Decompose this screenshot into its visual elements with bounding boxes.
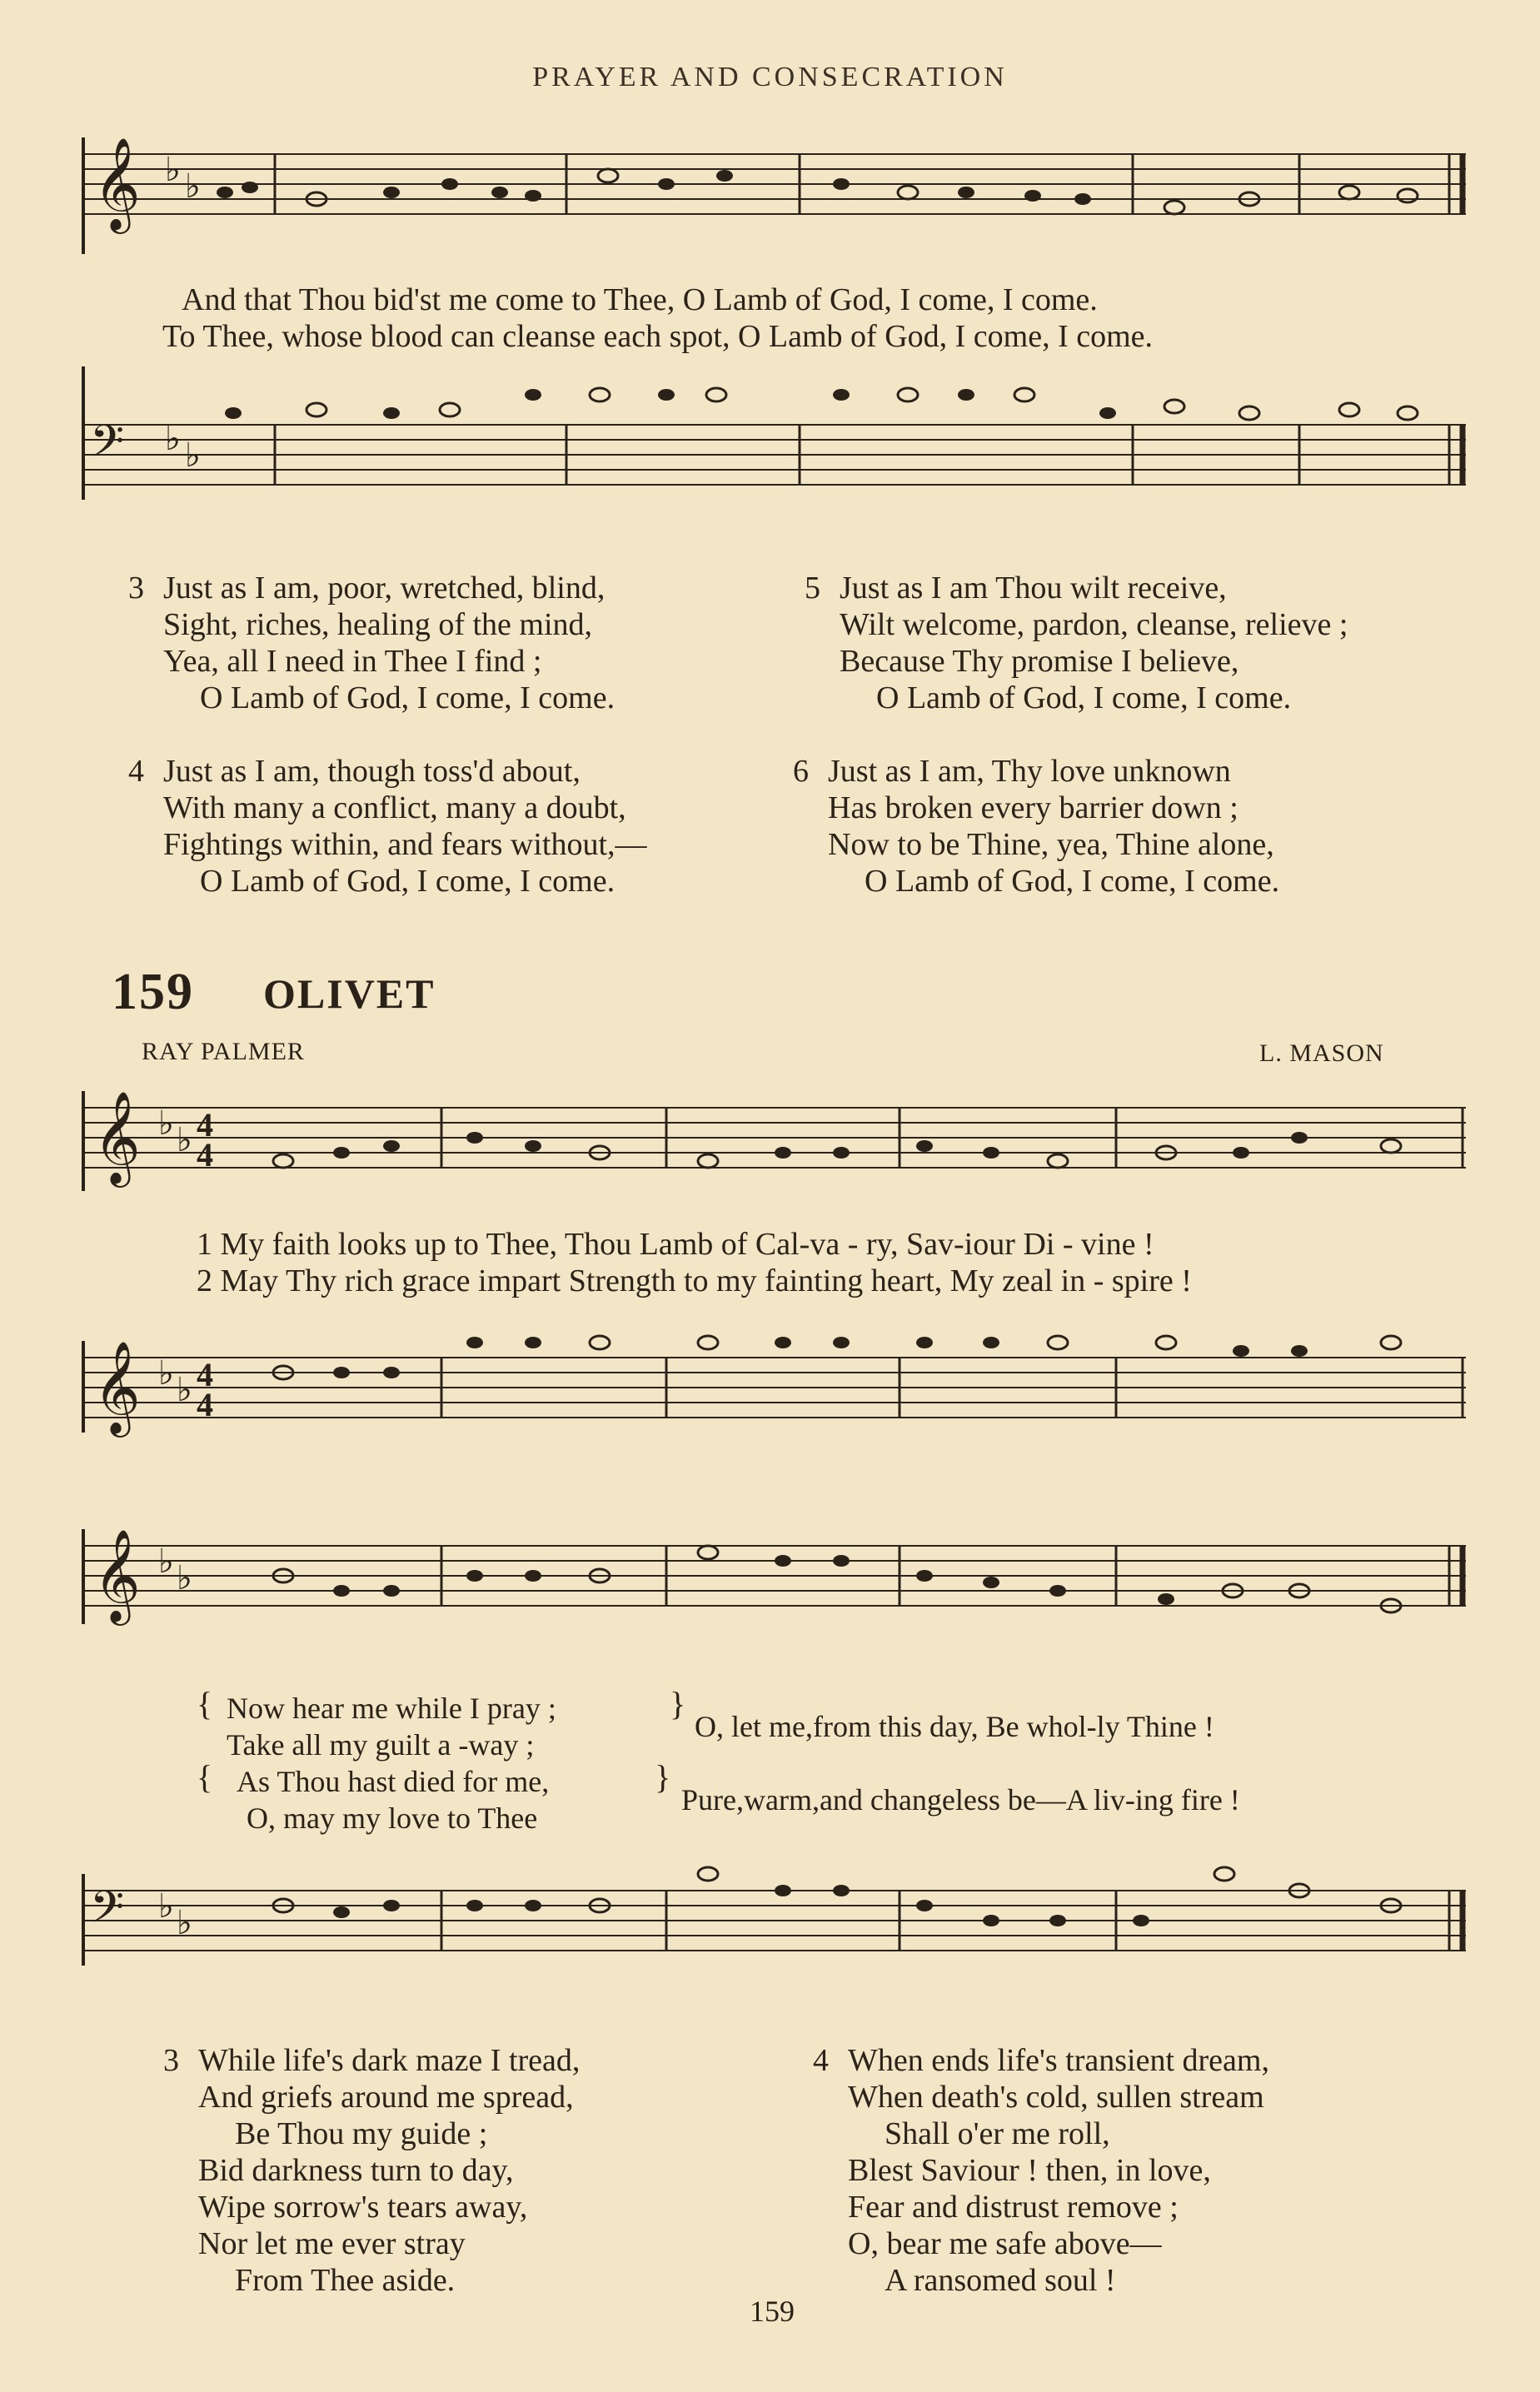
svg-text:𝄞: 𝄞 — [93, 137, 141, 230]
svg-text:♭: ♭ — [158, 1354, 174, 1392]
brace-left-line-2: Take all my guilt a -way ; — [227, 1728, 535, 1762]
stanza-line: Wipe sorrow's tears away, — [198, 2190, 528, 2225]
stanza-3-159 — [163, 2042, 581, 2299]
stanza-6-top — [793, 753, 1280, 899]
running-head: PRAYER AND CONSECRATION — [532, 62, 1008, 92]
svg-text:♭: ♭ — [177, 1904, 192, 1941]
svg-text:4: 4 — [197, 1386, 213, 1423]
stanza-line: Just as I am Thou wilt receive, — [840, 571, 1227, 605]
brace-symbol-right-2: } — [655, 1758, 671, 1796]
stanza-line: Just as I am, poor, wretched, blind, — [163, 571, 606, 605]
stanza-line: Because Thy promise I believe, — [840, 644, 1239, 679]
brace-symbol-right: } — [670, 1685, 686, 1722]
tune-name: OLIVET — [263, 970, 436, 1017]
svg-text:♭: ♭ — [177, 1371, 192, 1408]
stanza-line: Fightings within, and fears without,— — [163, 827, 647, 862]
music-staff-treble-159-1 — [0, 1083, 1540, 1199]
svg-text:♭: ♭ — [165, 420, 181, 457]
brace-left-line-3: As Thou hast died for me, — [237, 1765, 550, 1798]
lyric-159-verse-1: 1 My faith looks up to Thee, Thou Lamb of Cal-va - ry, Sav-iour Di - vine ! — [197, 1227, 1154, 1262]
svg-text:♭: ♭ — [185, 167, 201, 205]
stanza-line: When death's cold, sullen stream — [848, 2080, 1264, 2115]
svg-text:𝄞: 𝄞 — [93, 1528, 141, 1622]
svg-text:♭: ♭ — [177, 1121, 192, 1159]
stanza-line: Just as I am, though toss'd about, — [163, 754, 581, 789]
stanza-line: A ransomed soul ! — [885, 2263, 1116, 2298]
stanza-line: Yea, all I need in Thee I find ; — [163, 644, 542, 679]
stanza-line: O, bear me safe above— — [848, 2226, 1162, 2261]
stanza-line: Wilt welcome, pardon, cleanse, relieve ; — [840, 607, 1348, 642]
stanza-line: When ends life's transient dream, — [848, 2043, 1269, 2078]
stanza-number: 3 — [128, 571, 144, 605]
brace-left-line-4: O, may my love to Thee — [247, 1801, 538, 1835]
brace-left-line-1: Now hear me while I pray ; — [227, 1692, 556, 1725]
stanza-line: Now to be Thine, yea, Thine alone, — [828, 827, 1274, 862]
stanza-line: Sight, riches, healing of the mind, — [163, 607, 593, 642]
words-credit: RAY PALMER — [142, 1038, 305, 1065]
music-staff-treble-159-2 — [0, 1516, 1540, 1641]
svg-text:♭: ♭ — [185, 436, 201, 474]
svg-text:𝄢: 𝄢 — [90, 1882, 125, 1944]
brace-symbol-left-2: { — [197, 1758, 213, 1796]
brace-right-line-1: O, let me,from this day, Be whol-ly Thine ! — [695, 1710, 1214, 1743]
stanza-5-top — [805, 570, 1348, 716]
stanza-line: Nor let me ever stray — [198, 2226, 466, 2261]
stanza-line: And griefs around me spread, — [198, 2080, 574, 2115]
brace-right-line-2: Pure,warm,and changeless be—A liv-ing fire ! — [681, 1783, 1240, 1816]
svg-text:𝄞: 𝄞 — [93, 1340, 141, 1433]
stanza-line: Blest Saviour ! then, in love, — [848, 2153, 1211, 2188]
svg-text:♭: ♭ — [158, 1104, 174, 1142]
music-credit: L. MASON — [1259, 1039, 1384, 1067]
svg-text:4: 4 — [197, 1136, 213, 1174]
music-staff-lower-159-1 — [0, 1324, 1540, 1449]
hymn-number: 159 — [112, 964, 194, 1020]
svg-text:4: 4 — [197, 1106, 213, 1144]
stanza-number: 3 — [163, 2043, 179, 2078]
stanza-line: Has broken every barrier down ; — [828, 790, 1238, 825]
lyric-line-1: And that Thou bid'st me come to Thee, O Lamb of God, I come, I come. — [182, 282, 1098, 317]
stanza-number: 4 — [128, 754, 144, 789]
stanza-4-159 — [813, 2042, 1269, 2299]
page-number: 159 — [750, 2295, 795, 2328]
svg-text:♭: ♭ — [158, 1542, 174, 1580]
stanza-line: Bid darkness turn to day, — [198, 2153, 514, 2188]
stanza-4-top — [128, 753, 647, 899]
stanza-line: Just as I am, Thy love unknown — [828, 754, 1231, 789]
music-staff-bass-top — [0, 366, 1540, 508]
stanza-line: O Lamb of God, I come, I come. — [200, 680, 616, 715]
stanza-line: O Lamb of God, I come, I come. — [876, 680, 1292, 715]
stanza-line: O Lamb of God, I come, I come. — [200, 864, 616, 899]
stanza-number: 4 — [813, 2043, 829, 2078]
lyric-line-2: To Thee, whose blood can cleanse each spot, O Lamb of God, I come, I come. — [162, 319, 1154, 354]
stanza-line: While life's dark maze I tread, — [198, 2043, 581, 2078]
svg-text:♭: ♭ — [158, 1887, 174, 1925]
stanza-line: From Thee aside. — [235, 2263, 456, 2298]
stanza-line: With many a conflict, many a doubt, — [163, 790, 626, 825]
stanza-number: 6 — [793, 754, 809, 789]
stanza-3-top — [128, 570, 616, 716]
svg-text:𝄢: 𝄢 — [90, 416, 125, 478]
stanza-number: 5 — [805, 571, 820, 605]
music-staff-bass-159-2 — [0, 1857, 1540, 1991]
brace-symbol-left: { — [197, 1685, 213, 1722]
svg-text:4: 4 — [197, 1356, 213, 1393]
svg-text:♭: ♭ — [165, 151, 181, 188]
lyric-159-verse-2: 2 May Thy rich grace impart Strength to my fainting heart, My zeal in - spire ! — [197, 1263, 1192, 1298]
stanza-line: Be Thou my guide ; — [235, 2116, 488, 2151]
svg-text:𝄞: 𝄞 — [93, 1090, 141, 1184]
stanza-line: O Lamb of God, I come, I come. — [865, 864, 1280, 899]
music-staff-treble-top — [0, 137, 1540, 254]
svg-text:♭: ♭ — [177, 1559, 192, 1597]
stanza-line: Fear and distrust remove ; — [848, 2190, 1179, 2225]
stanza-line: Shall o'er me roll, — [885, 2116, 1110, 2151]
